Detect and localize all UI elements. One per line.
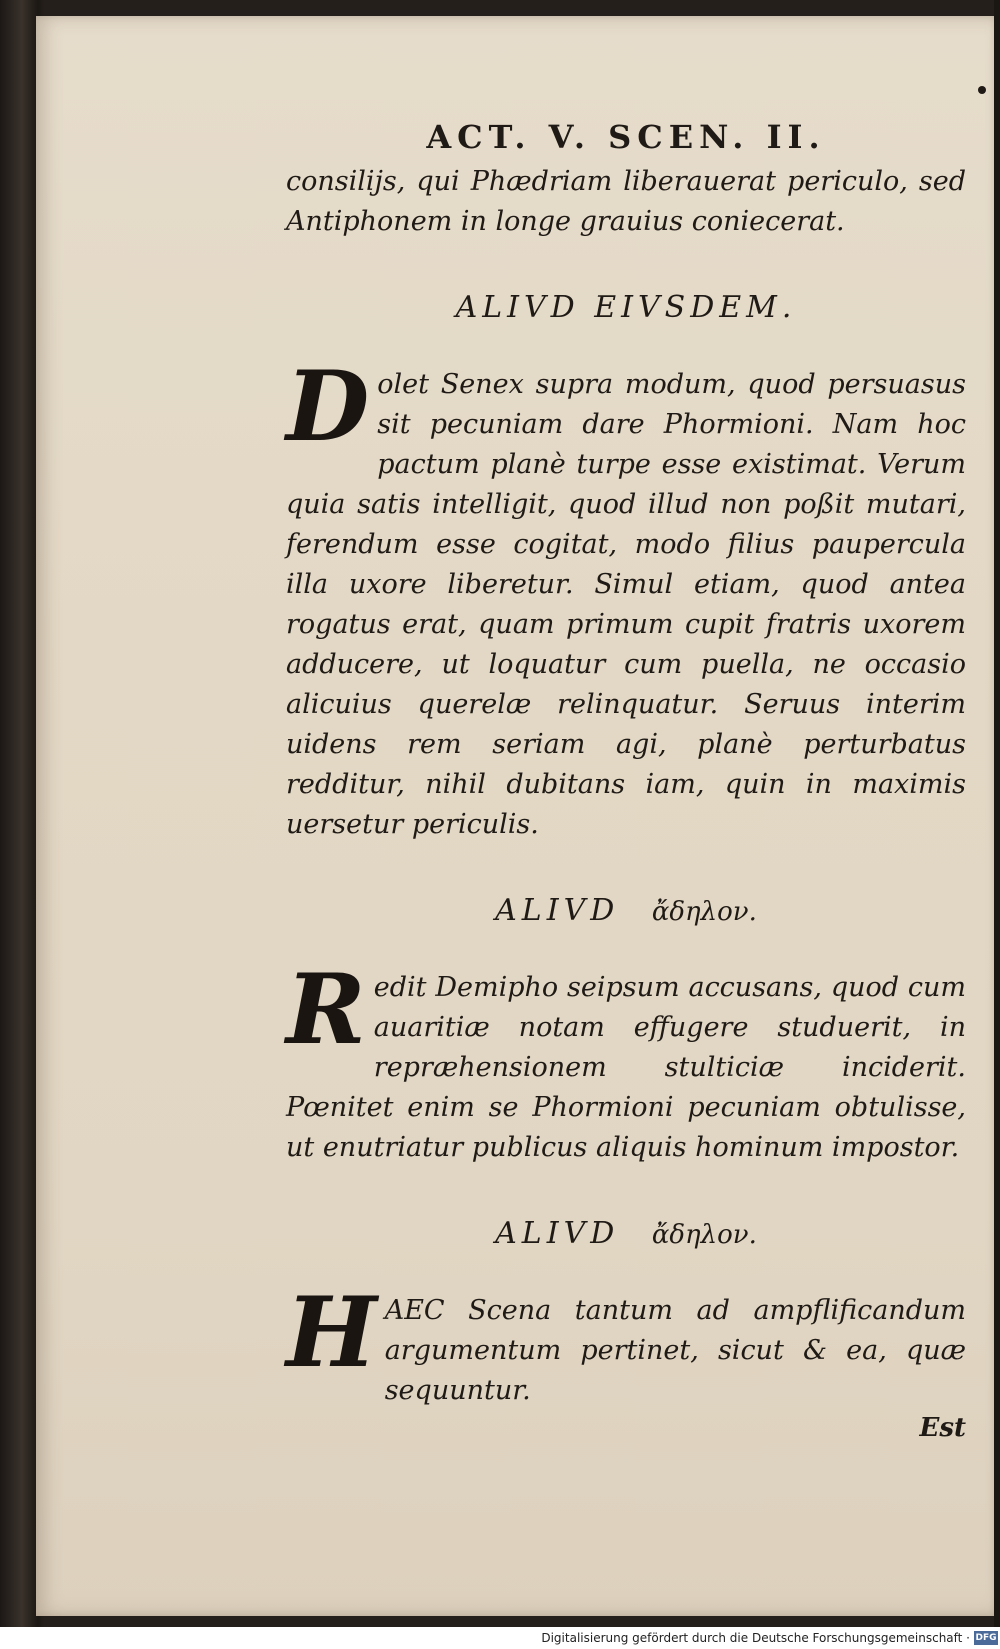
dropcap-h: H [286, 1276, 377, 1389]
section-text-2: edit Demipho seipsum accusans, quod cum auaritiæ notam effugere studuerit, in repræhensionem stulticiæ inciderit. Pœnitet enim se Phormioni pecuniam obtulisse, ut enutriatur publicus aliquis hominum impostor. [286, 972, 966, 1163]
dropcap-d: D [286, 350, 370, 463]
section-heading-3 [286, 1216, 966, 1251]
section-heading-1-latin: ALIVD EIVSDEM. [455, 290, 797, 325]
section-text-3: AEC Scena tantum ad ampflificandum argumentum pertinet, sicut & ea, quæ sequuntur. [384, 1295, 966, 1406]
ink-dot [978, 86, 986, 94]
section-heading-2-latin: ALIVD [495, 893, 620, 928]
running-title: ACT. V. SCEN. II. [426, 118, 826, 156]
section-paragraph-1 [286, 350, 966, 845]
book-page [36, 16, 996, 1616]
book-spine-edge [994, 0, 1000, 1649]
section-heading-3-latin: ALIVD [495, 1216, 620, 1251]
section-heading-2 [286, 893, 966, 928]
section-heading-2-greek: ἄδηλον. [651, 897, 757, 927]
catchword: Est [919, 1413, 966, 1443]
section-paragraph-2 [286, 953, 966, 1168]
dfg-logo-icon: DFG [975, 1633, 997, 1643]
section-heading-3-greek: ἄδηλον. [651, 1220, 757, 1250]
section-paragraph-3 [286, 1276, 966, 1411]
section-heading-1 [286, 290, 966, 325]
section-text-1: olet Senex supra modum, quod persuasus sit pecuniam dare Phormioni. Nam hoc pactum planè turpe esse existimat. Verum quia satis intelligit, quod illud non poßit mutari, ferendum esse cogitat, modo filius paupercula illa uxore liberetur. Simul etiam, quod antea rogatus erat, quam primum cupit fratris uxorem adducere, ut loquatur cum puella, ne occasio alicuius querelæ relinquatur. Seruus interim uidens rem seriam agi, planè perturbatus redditur, nihil dubitans iam, quin in maximis uersetur periculis. [286, 369, 966, 840]
footer-credit: Digitalisierung gefördert durch die Deutsche Forschungsgemeinschaft · [541, 1631, 970, 1645]
footer-bar [0, 1627, 1000, 1649]
page-text-area [286, 106, 966, 1443]
intro-paragraph: consilijs, qui Phædriam liberauerat periculo, sed Antiphonem in longe grauius coniecerat. [286, 166, 966, 237]
dropcap-r: R [286, 953, 366, 1066]
